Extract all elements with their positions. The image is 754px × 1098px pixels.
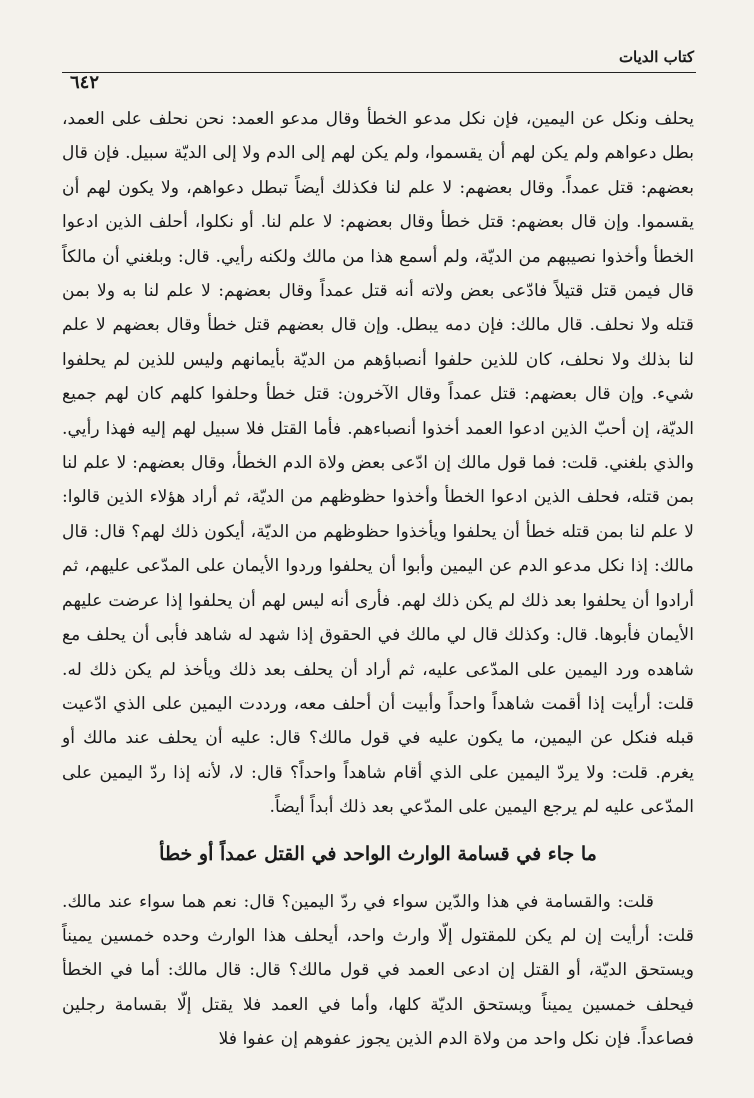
paragraph-2: قلت: والقسامة في هذا والدّين سواء في ردّ اليمين؟ قال: نعم هما سواء عند مالك. قلت: أرأيت إن لم يكن للمقتول إلّا وارث واحد، أيحلف هذا الوارث وحده خمسين يميناً ويستحق الديّة، أو القتل إن ادعى العمد في قول مالك؟ قال: قال مالك: أما في الخطأ فيحلف خمسين يميناً ويستحق الديّة كلها، وأما في العمد فلا يقتل إلّا بقسامة رجلين فصاعداً. فإن نكل واحد من ولاة الدم الذين يجوز عفوهم إن عفوا فلا <box>62 891 694 1050</box>
page-body <box>62 102 694 1057</box>
page-number: ٦٤٢ <box>70 72 100 93</box>
section-heading: ما جاء في قسامة الوارث الواحد في القتل عمداً أو خطأ <box>159 842 597 865</box>
running-header-title: كتاب الديات <box>618 48 694 66</box>
header-rule <box>62 72 696 73</box>
paragraph-1: يحلف ونكل عن اليمين، فإن نكل مدعو الخطأ وقال مدعو العمد: نحن نحلف على العمد، بطل دعواهم ولم يكن لهم أن يقسموا، ولم يكن لهم إلى الدم ولا إلى الديّة سبيل. فإن قال بعضهم: قتل عمداً. وقال بعضهم: لا علم لنا فكذلك أيضاً تبطل دعواهم، ولا يكون لهم أن يقسموا. وإن قال بعضهم: قتل خطأ وقال بعضهم: لا علم لنا. أو نكلوا، أحلف الذين ادعوا الخطأ وأخذوا نصيبهم من الديّة، ولم أسمع هذا من مالك ولكنه رأيي. قال: وبلغني أن مالكاً قال فيمن قتل قتيلاً فادّعى بعض ولاته أنه قتل عمداً وقال بعضهم: لا علم لنا به ولا بمن قتله ولا نحلف. قال مالك: فإن دمه يبطل. وإن قال بعضهم قتل خطأ وقال بعضهم لا علم لنا بذلك ولا نحلف، كان للذين حلفوا أنصباؤهم من الديّة بأيمانهم وليس للذين لم يحلفوا شيء. وإن قال بعضهم: قتل عمداً وقال الآخرون: قتل خطأ وحلفوا كلهم كان لهم جميع الديّة، إن أحبّ الذين ادعوا العمد أخذوا أنصباءهم. فأما القتل فلا سبيل لهم إليه فهذا رأيي. والذي بلغني. قلت: فما قول مالك إن ادّعى بعض ولاة الدم الخطأ، وقال بعضهم: لا علم لنا بمن قتله، فحلف الذين ادعوا الخطأ وأخذوا حظوظهم من الديّة، ثم أراد هؤلاء الذين قالوا: لا علم لنا بمن قتله خطأ أن يحلفوا ويأخذوا حظوظهم من الديّة، أيكون ذلك لهم؟ قال: قال مالك: إذا نكل مدعو الدم عن اليمين وأبوا أن يحلفوا وردوا الأيمان على المدّعى عليهم، ثم أرادوا أن يحلفوا بعد ذلك لم يكن ذلك لهم. فأرى أنه ليس لهم أن يحلفوا إذا عرضت عليهم الأيمان فأبوها. قال: وكذلك قال لي مالك في الحقوق إذا شهد له شاهد فأبى أن يحلف مع شاهده ورد اليمين على المدّعى عليه، ثم أراد أن يحلف بعد ذلك ويأخذ لم يكن ذلك له. قلت: أرأيت إذا أقمت شاهداً واحداً وأبيت أن أحلف معه، ورددت اليمين على الذي ادّعيت قبله فنكل عن اليمين، ما يكون عليه في قول مالك؟ قال: عليه أن يحلف عند مالك أو يغرم. قلت: ولا يردّ اليمين على الذي أقام شاهداً واحداً؟ قال: لا، لأنه إذا ردّ اليمين على المدّعى عليه لم يرجع اليمين على المدّعي بعد ذلك أبداً أيضاً. <box>62 109 694 818</box>
